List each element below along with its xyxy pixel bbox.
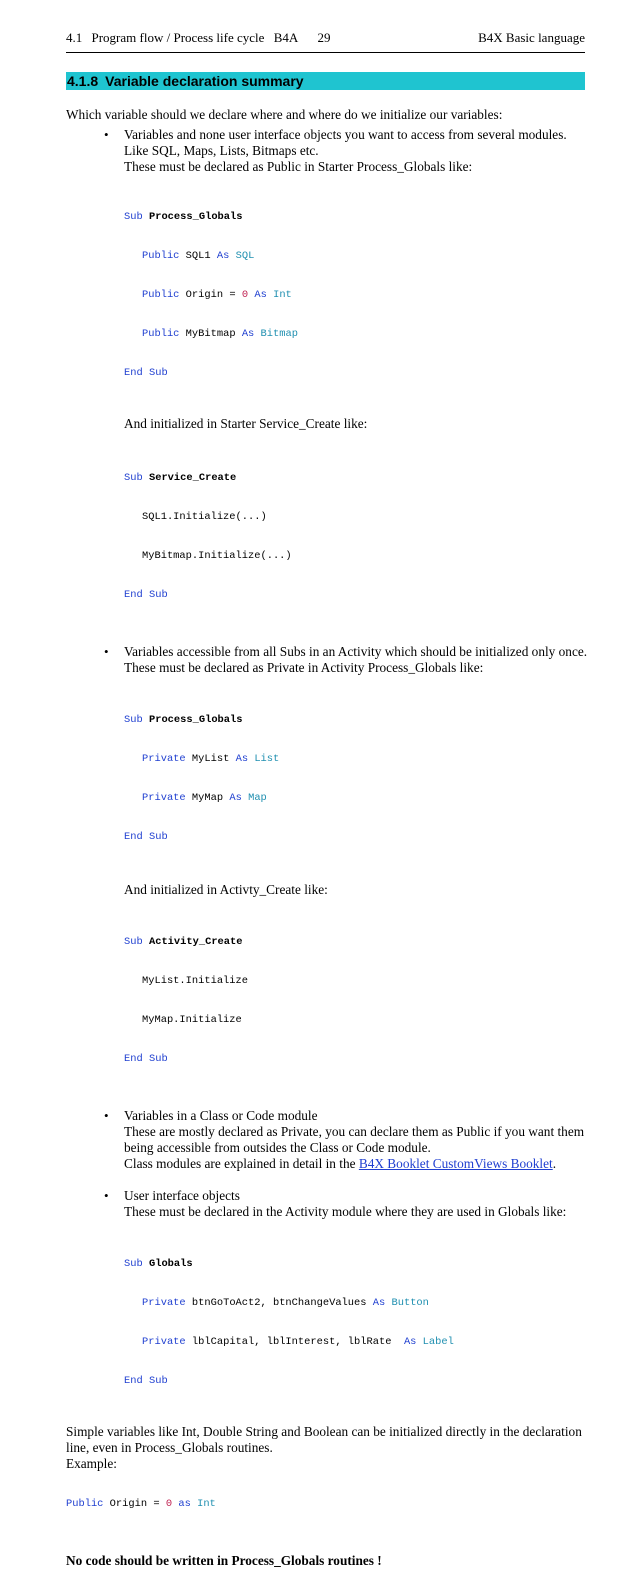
bullet2-line1: Variables accessible from all Subs in an Activity which should be initialized only once.: [124, 644, 588, 659]
bullet-icon: •: [104, 1108, 109, 1123]
bullet1-line2: Like SQL, Maps, Lists, Bitmaps etc.: [124, 143, 319, 158]
code-example-inline: Public Origin = 0 as Int: [66, 1498, 216, 1510]
header-right: B4X Basic language: [478, 30, 585, 45]
customviews-booklet-link[interactable]: B4X Booklet CustomViews Booklet: [358, 1156, 553, 1171]
code-block-service-create: Sub Service_Create SQL1.Initialize(...) MyBitmap.Initialize(...) End Sub: [124, 472, 292, 601]
bullet3-line4: Class modules are explained in detail in the B4X Booklet CustomViews Booklet.: [124, 1156, 557, 1171]
bullet2-line2: These must be declared as Private in Activity Process_Globals like:: [124, 660, 484, 675]
header-left: [66, 30, 337, 48]
code-block-globals: Sub Globals Private btnGoToAct2, btnChangeValues As Button Private lblCapital, lblInterest, lblRate As Label End Sub: [124, 1258, 454, 1387]
code-block-starter-globals: Sub Process_Globals Public SQL1 As SQL Public Origin = 0 As Int Public MyBitmap As Bitmap End Sub: [124, 211, 298, 379]
bullet1-line3: These must be declared as Public in Starter Process_Globals like:: [124, 159, 473, 174]
section-heading: [66, 72, 585, 90]
closing-line2: line, even in Process_Globals routines.: [66, 1440, 273, 1455]
bullet4-line2: These must be declared in the Activity module where they are used in Globals like:: [124, 1204, 567, 1219]
section-title: Variable declaration summary: [105, 73, 304, 89]
bullet2-after-text: And initialized in Activty_Create like:: [124, 882, 328, 897]
bullet-icon: •: [104, 644, 109, 659]
bullet3-line3: being accessible from outsides the Class or Code module.: [124, 1140, 431, 1155]
document-body: [66, 107, 586, 1569]
header-product: B4A: [273, 30, 299, 45]
bullet-icon: •: [104, 1188, 109, 1203]
header-section-number: 4.1: [66, 30, 83, 45]
bullet-item-class-module: [66, 1108, 586, 1172]
closing-warning: No code should be written in Process_Globals routines !: [66, 1553, 382, 1568]
closing-line3: Example:: [66, 1456, 117, 1471]
bullet-item-public-variables: [66, 127, 586, 175]
closing-line1: Simple variables like Int, Double String and Boolean can be initialized directly in the declaration: [66, 1424, 582, 1439]
intro-text: Which variable should we declare where and where do we initialize our variables:: [66, 107, 503, 122]
code-block-activity-create: Sub Activity_Create MyList.Initialize MyMap.Initialize End Sub: [124, 936, 249, 1065]
page-header: [66, 30, 585, 48]
bullet-icon: •: [104, 127, 109, 142]
header-title: Program flow / Process life cycle: [91, 30, 265, 45]
section-number: 4.1.8: [67, 73, 99, 89]
bullet1-line1: Variables and none user interface objects you want to access from several modules.: [124, 127, 567, 142]
bullet3-line2: These are mostly declared as Private, you can declare them as Public if you want them: [124, 1124, 585, 1139]
bullet-item-activity-variables: [66, 644, 586, 676]
header-divider: [66, 52, 585, 53]
code-block-activity-globals: Sub Process_Globals Private MyList As List Private MyMap As Map End Sub: [124, 714, 280, 843]
bullet1-after-text: And initialized in Starter Service_Create like:: [124, 416, 368, 431]
bullet3-line1: Variables in a Class or Code module: [124, 1108, 318, 1123]
header-page-number: 29: [317, 30, 331, 45]
bullet-item-ui-objects: [66, 1188, 586, 1220]
bullet4-line1: User interface objects: [124, 1188, 240, 1203]
